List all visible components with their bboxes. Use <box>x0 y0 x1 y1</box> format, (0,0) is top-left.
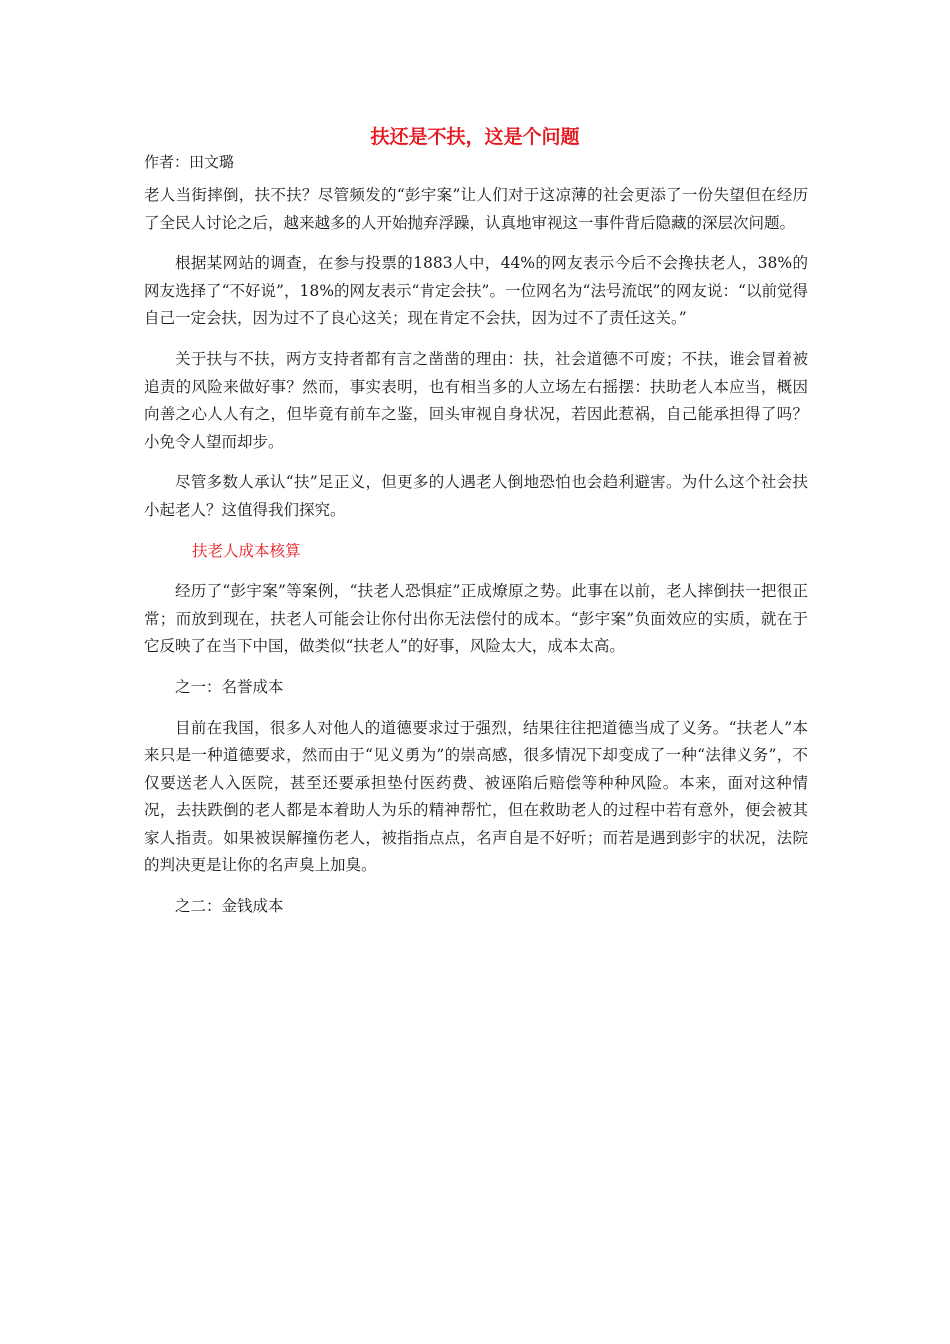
paragraph-cost-overview: 经历了“彭宇案”等案例，“扶老人恐惧症”正成燎原之势。此事在以前，老人摔倒扶一把很正常；而放到现在，扶老人可能会让你付出你无法偿付的成本。“彭宇案”负面效应的实质，就在于它反映了在当下中国，做类似“扶老人”的好事，风险太大，成本太高。 <box>144 582 808 656</box>
paragraph-reputation-cost: 目前在我国，很多人对他人的道德要求过于强烈，结果往往把道德当成了义务。“扶老人”本来只是一种道德要求，然而由于“见义勇为”的崇高感，很多情况下却变成了一种“法律义务”，不仅要送老人入医院，甚至还要承担垫付医药费、被诬陷后赔偿等种种风险。本来，面对这种情况，去扶跌倒的老人都是本着助人为乐的精神帮忙，但在救助老人的过程中若有意外，便会被其家人指责。如果被误解撞伤老人，被指指点点，名声自是不好听；而若是遇到彭宇的状况，法院的判决更是让你的名声臭上加臭。 <box>144 718 808 875</box>
paragraph-question: 尽管多数人承认“扶”足正义，但更多的人遇老人倒地恐怕也会趋利避害。为什么这个社会扶小起老人？这值得我们探究。 <box>144 473 808 519</box>
paragraph-survey: 根据某网站的调查，在参与投票的1883人中，44%的网友表示今后不会搀扶老人，38%的网友选择了“不好说”，18%的网友表示“肯定会扶”。一位网名为“法号流氓”的网友说：“以前觉得自己一定会扶，因为过不了良心这关；现在肯定不会扶，因为过不了责任这关。” <box>144 254 808 328</box>
sub-heading-reputation: 之一：名誉成本 <box>175 677 284 696</box>
paragraph-intro: 老人当街摔倒，扶不扶？尽管频发的“彭宇案”让人们对于这凉薄的社会更添了一份失望但在经历了全民人讨论之后，越来越多的人开始抛弃浮躁，认真地审视这一事件背后隐藏的深层次问题。 <box>144 186 808 232</box>
document-title: 扶还是不扶，这是个问题 <box>370 126 580 148</box>
article-body <box>144 182 808 934</box>
sub-heading-money: 之二：金钱成本 <box>175 897 284 916</box>
paragraph-debate: 关于扶与不扶，两方支持者都有言之凿凿的理由：扶，社会道德不可废；不扶，谁会冒着被追责的风险来做好事？然而，事实表明，也有相当多的人立场左右摇摆：扶助老人本应当，概因向善之心人人有之，但毕竟有前车之鉴，回头审视自身状况，若因此惹祸，自己能承担得了吗？小免令人望而却步。 <box>144 349 808 451</box>
author-line: 作者：田文璐 <box>144 153 235 171</box>
section-heading: 扶老人成本核算 <box>192 541 301 560</box>
